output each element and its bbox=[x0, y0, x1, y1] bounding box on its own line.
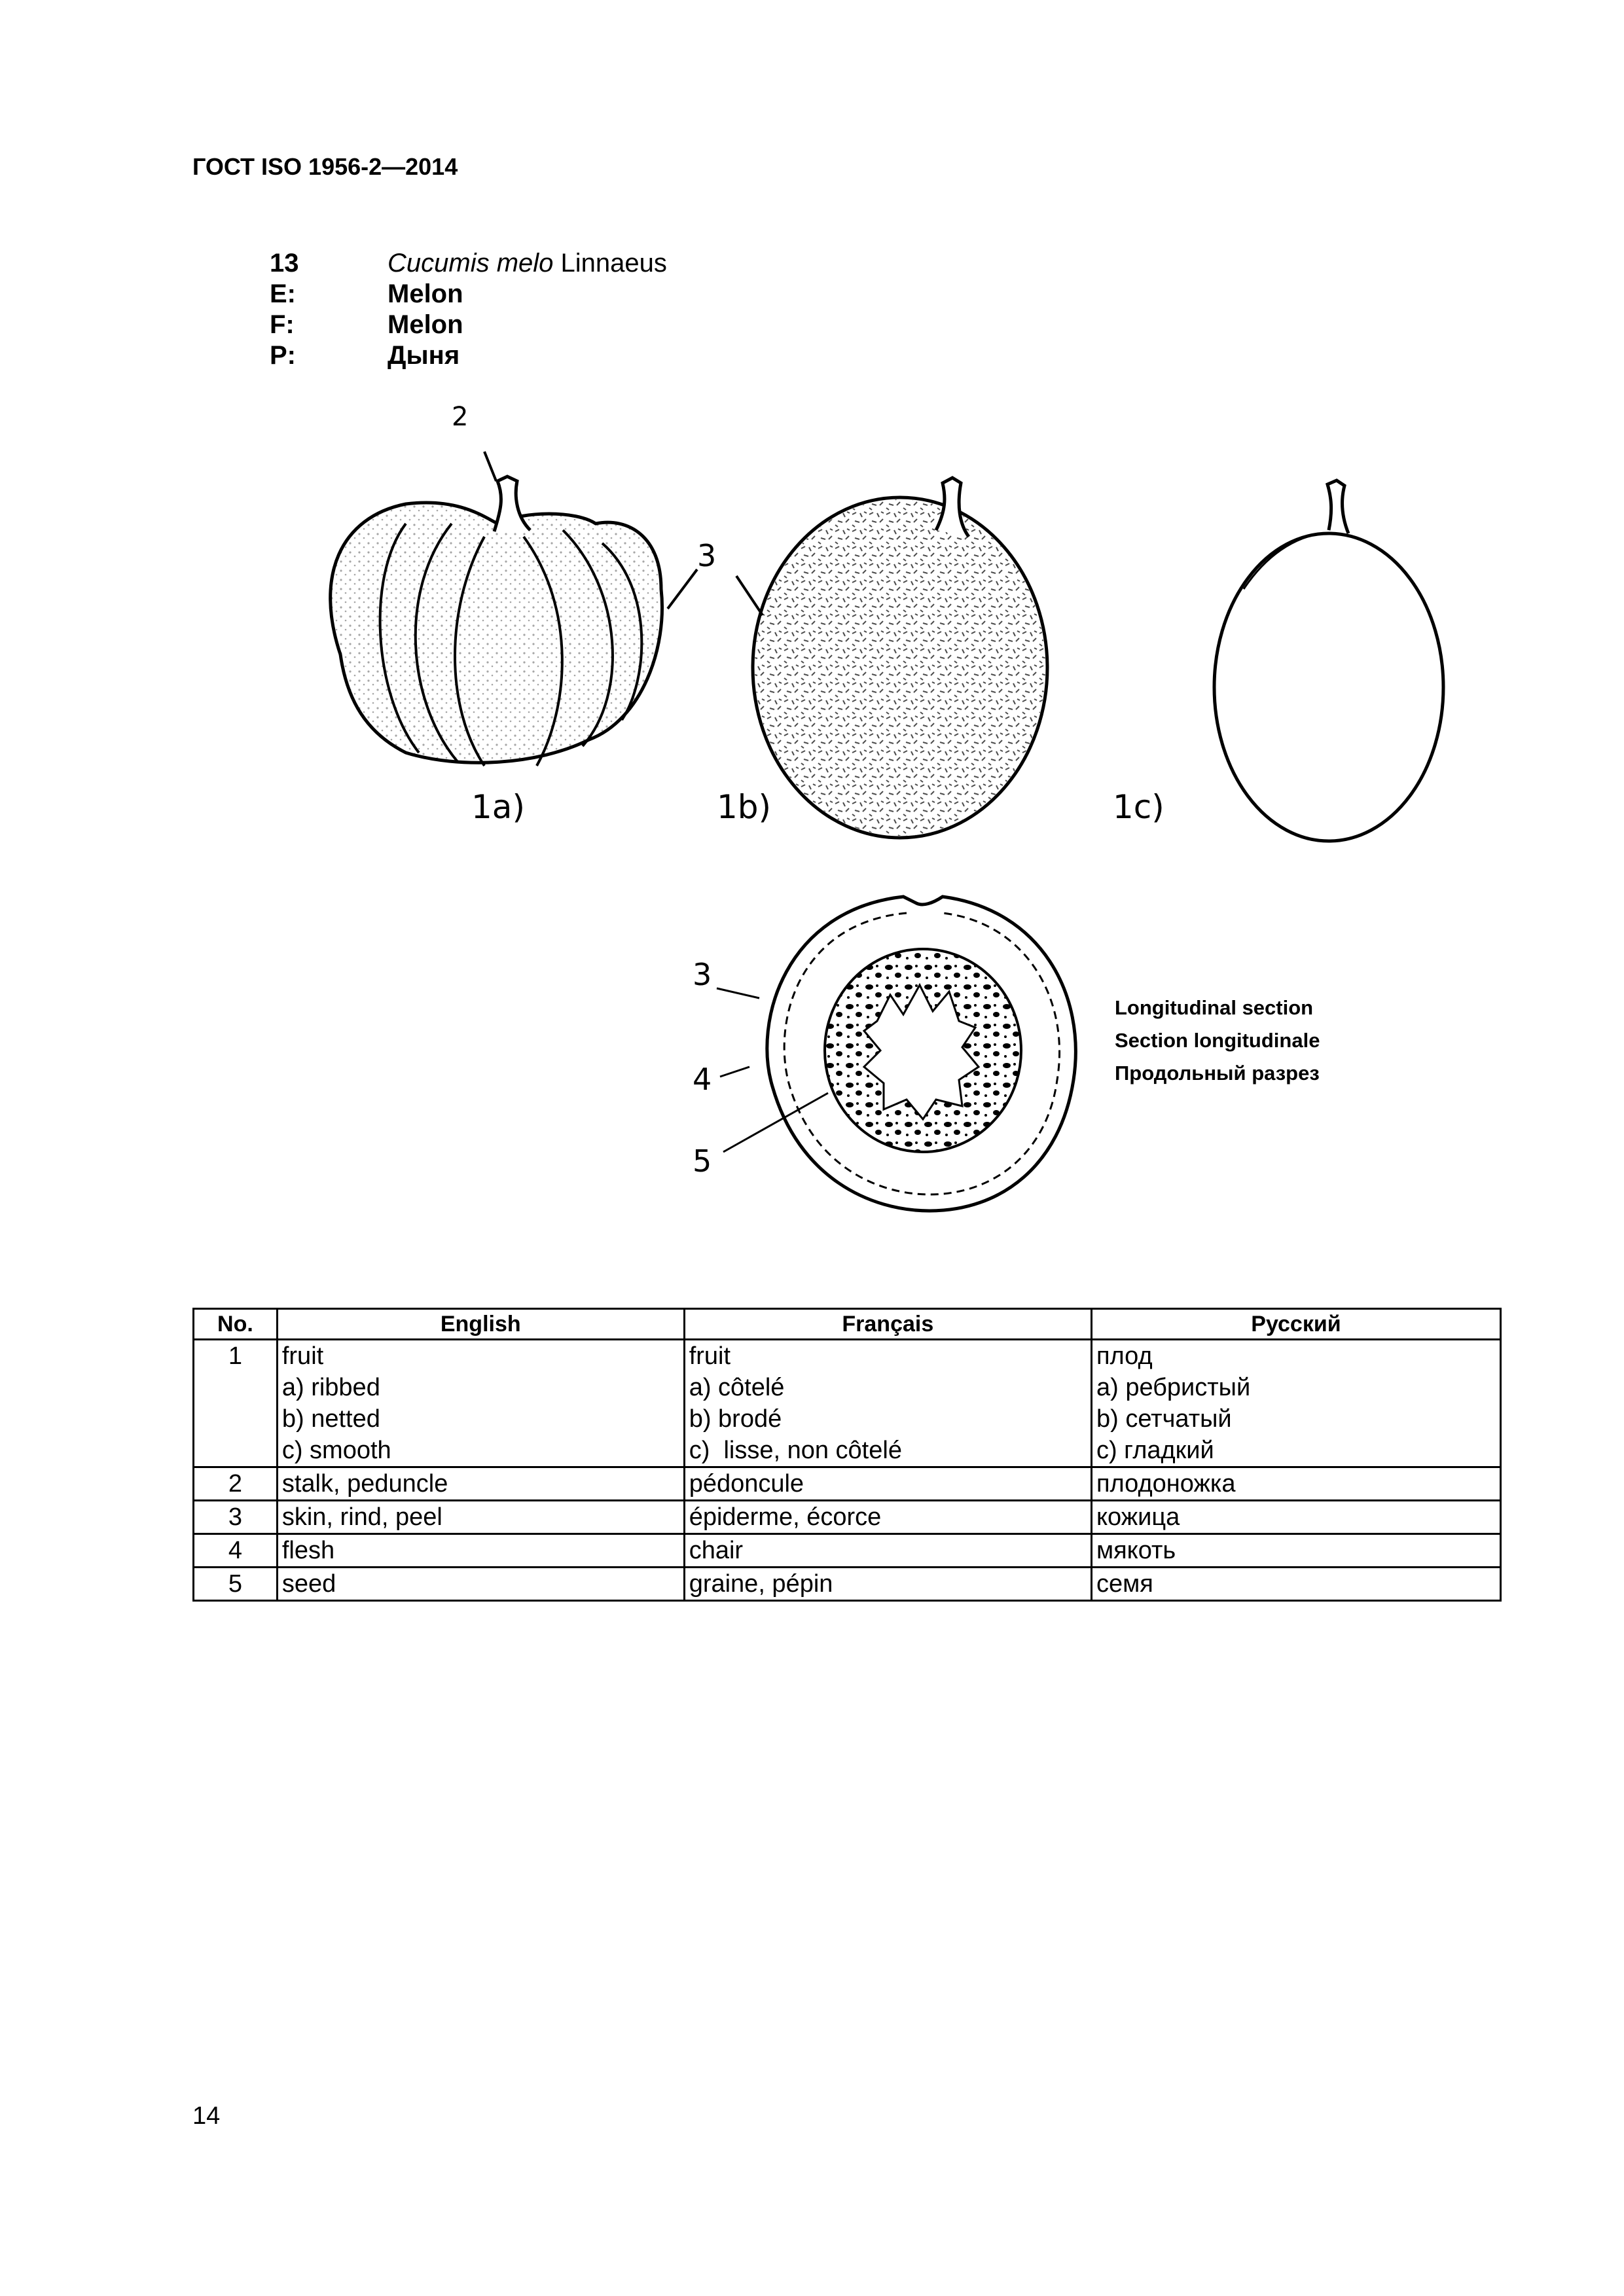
species-latin-author: Linnaeus bbox=[553, 249, 667, 278]
species-name-en: Melon bbox=[388, 279, 463, 308]
table-header-row bbox=[194, 1309, 1501, 1340]
species-number: 13 bbox=[270, 249, 299, 278]
russian-term: семя bbox=[1091, 1568, 1500, 1601]
section-caption-fr: Section longitudinale bbox=[1115, 1029, 1320, 1052]
terminology-table bbox=[192, 1308, 1502, 1602]
term-line: fruit bbox=[689, 1342, 731, 1370]
term-line: b) brodé bbox=[689, 1405, 782, 1433]
standard-code-header: ГОСТ ISO 1956-2—2014 bbox=[192, 153, 458, 180]
row-number: 4 bbox=[194, 1534, 278, 1568]
table-row bbox=[194, 1467, 1501, 1501]
english-term bbox=[277, 1340, 684, 1467]
term-line: a) ribbed bbox=[281, 1374, 380, 1401]
row-number: 1 bbox=[194, 1340, 278, 1467]
term-line: c) гладкий bbox=[1096, 1437, 1214, 1464]
term-line: fruit bbox=[281, 1342, 324, 1370]
english-term: flesh bbox=[277, 1534, 684, 1568]
section-caption-en: Longitudinal section bbox=[1115, 996, 1314, 1019]
term-line: b) сетчатый bbox=[1096, 1405, 1232, 1433]
label-ribbed: 1a) bbox=[471, 788, 525, 826]
french-term: graine, pépin bbox=[684, 1568, 1091, 1601]
callout-rind-top: 3 bbox=[697, 538, 717, 573]
russian-term: кожица bbox=[1091, 1501, 1500, 1534]
term-line: a) côtelé bbox=[689, 1374, 785, 1401]
label-smooth: 1c) bbox=[1113, 788, 1164, 826]
callout-rind-section: 3 bbox=[693, 957, 712, 992]
russian-term: мякоть bbox=[1091, 1534, 1500, 1568]
callout-flesh: 4 bbox=[693, 1062, 712, 1097]
term-line: a) ребристый bbox=[1096, 1374, 1251, 1401]
header-russian: Русский bbox=[1091, 1309, 1500, 1340]
section-caption-ru: Продольный разрез bbox=[1115, 1062, 1320, 1085]
term-line: c) smooth bbox=[281, 1437, 391, 1464]
species-lang-code-ru: P: bbox=[270, 341, 296, 370]
label-netted: 1b) bbox=[717, 788, 772, 826]
page-number: 14 bbox=[192, 2102, 221, 2130]
species-lang-code-fr: F: bbox=[270, 310, 295, 339]
species-name-ru: Дыня bbox=[388, 341, 460, 370]
french-term: pédoncule bbox=[684, 1467, 1091, 1501]
header-no: No. bbox=[194, 1309, 278, 1340]
french-term: chair bbox=[684, 1534, 1091, 1568]
english-term: seed bbox=[277, 1568, 684, 1601]
table-row bbox=[194, 1534, 1501, 1568]
longitudinal-section-drawing bbox=[717, 897, 1075, 1211]
row-number: 3 bbox=[194, 1501, 278, 1534]
row-number: 2 bbox=[194, 1467, 278, 1501]
english-term: stalk, peduncle bbox=[277, 1467, 684, 1501]
term-line: b) netted bbox=[281, 1405, 380, 1433]
netted-melon-drawing bbox=[736, 478, 1047, 838]
term-line: плод bbox=[1096, 1342, 1153, 1370]
header-english: English bbox=[277, 1309, 684, 1340]
table-row bbox=[194, 1568, 1501, 1601]
species-name-fr: Melon bbox=[388, 310, 463, 339]
ribbed-melon-drawing bbox=[331, 452, 697, 766]
row-number: 5 bbox=[194, 1568, 278, 1601]
smooth-melon-drawing bbox=[1214, 480, 1443, 841]
callout-stalk: 2 bbox=[452, 402, 469, 432]
term-line: c) lisse, non côtelé bbox=[689, 1437, 902, 1464]
french-term bbox=[684, 1340, 1091, 1467]
callout-seed: 5 bbox=[693, 1143, 712, 1179]
header-french: Français bbox=[684, 1309, 1091, 1340]
table-row bbox=[194, 1340, 1501, 1467]
english-term: skin, rind, peel bbox=[277, 1501, 684, 1534]
russian-term bbox=[1091, 1340, 1500, 1467]
species-lang-code-en: E: bbox=[270, 279, 296, 308]
table-row bbox=[194, 1501, 1501, 1534]
french-term: épiderme, écorce bbox=[684, 1501, 1091, 1534]
russian-term: плодоножка bbox=[1091, 1467, 1500, 1501]
species-latin-binomial: Cucumis melo bbox=[388, 249, 554, 278]
